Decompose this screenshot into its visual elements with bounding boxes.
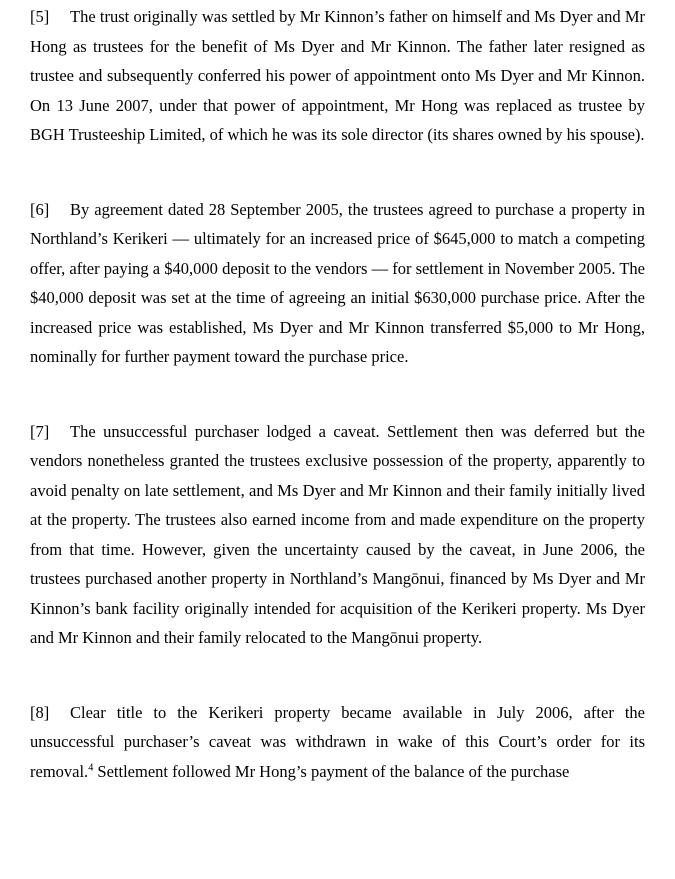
paragraph-6	[30, 195, 645, 372]
paragraph-text: The trust originally was settled by Mr Kinnon’s father on himself and Ms Dyer and Mr Hong as trustees for the benefit of Ms Dyer and Mr Kinnon. The father later resigned as trustee and subsequently conferred his power of appointment onto Ms Dyer and Mr Kinnon. On 13 June 2007, under that power of appointment, Mr Hong was replaced as trustee by BGH Trusteeship Limited, of which he was its sole director (its shares owned by his spouse).	[30, 7, 645, 144]
paragraph-number: [8]	[30, 702, 50, 722]
paragraph-number: [6]	[30, 199, 50, 219]
paragraph-text: Clear title to the Kerikeri property became available in July 2006, after the unsuccessful purchaser’s caveat was withdrawn in wake of this Court’s order for its removal.	[30, 702, 645, 781]
paragraph-8	[30, 698, 645, 787]
paragraph-5	[30, 2, 645, 150]
footnote-reference: 4	[88, 762, 94, 773]
paragraph-text: By agreement dated 28 September 2005, the trustees agreed to purchase a property in Northland’s Kerikeri — ultimately for an increased price of $645,000 to match a competing offer, after paying a $40,000 deposit to the vendors — for settlement in November 2005. The $40,000 deposit was set at the time of agreeing an initial $630,000 purchase price. After the increased price was established, Ms Dyer and Mr Kinnon transferred $5,000 to Mr Hong, nominally for further payment toward the purchase price.	[30, 199, 645, 366]
paragraph-number: [5]	[30, 7, 50, 26]
paragraph-text-continued: Settlement followed Mr Hong’s payment of the balance of the purchase	[93, 761, 570, 781]
paragraph-text: The unsuccessful purchaser lodged a caveat. Settlement then was deferred but the vendors nonetheless granted the trustees exclusive possession of the property, apparently to avoid penalty on late settlement, and Ms Dyer and Mr Kinnon and their family initially lived at the property. The trustees also earned income from and made expenditure on the property from that time. However, given the uncertainty caused by the caveat, in June 2006, the trustees purchased another property in Northland’s Mangōnui, financed by Ms Dyer and Mr Kinnon’s bank facility originally intended for acquisition of the Kerikeri property. Ms Dyer and Mr Kinnon and their family relocated to the Mangōnui property.	[30, 421, 645, 647]
paragraph-number: [7]	[30, 421, 50, 441]
paragraph-7	[30, 417, 645, 653]
